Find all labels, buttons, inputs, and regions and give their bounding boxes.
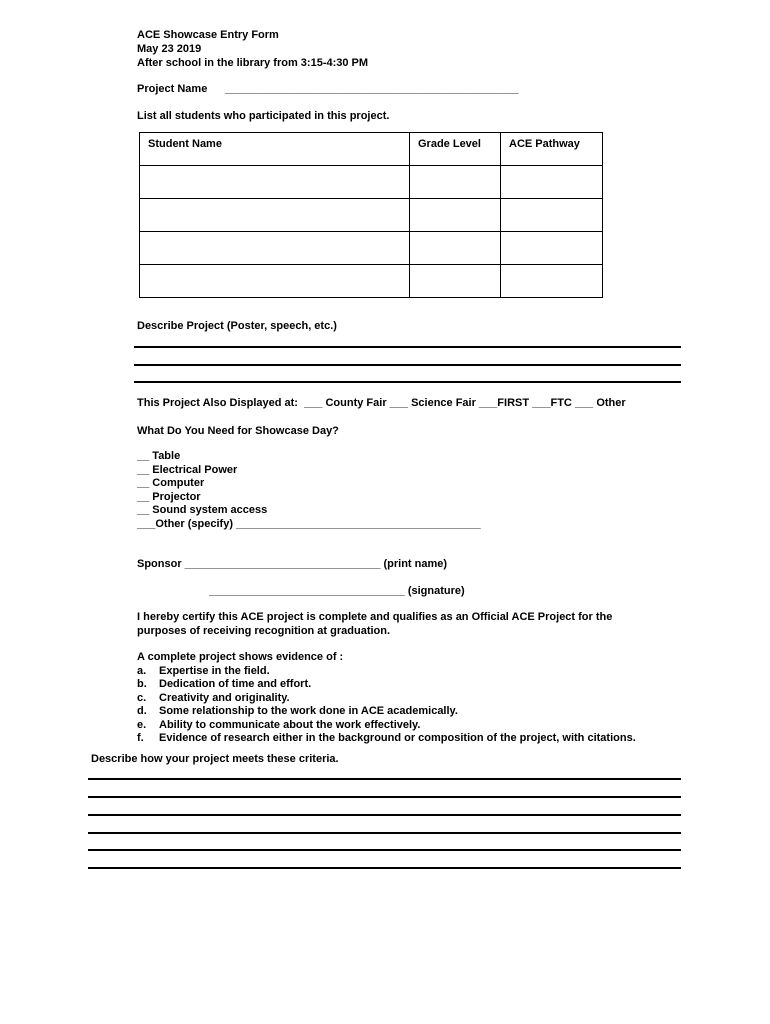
displayed-at-line[interactable]: This Project Also Displayed at: ___ County Fair ___ Science Fair ___FIRST ___FTC ___ Other bbox=[137, 397, 626, 409]
grade-level-cell[interactable] bbox=[410, 232, 501, 265]
criteria-item-text: Ability to communicate about the work effectively. bbox=[159, 719, 421, 731]
describe-criteria-line[interactable] bbox=[88, 849, 681, 851]
form-date: May 23 2019 bbox=[137, 43, 202, 55]
describe-project-line[interactable] bbox=[134, 346, 681, 348]
table-header-row bbox=[140, 133, 603, 166]
criteria-letter: e. bbox=[137, 719, 147, 731]
form-location: After school in the library from 3:15-4:30 PM bbox=[137, 57, 369, 69]
criteria-item-text: Some relationship to the work done in ACE academically. bbox=[159, 705, 458, 717]
criteria-letter: c. bbox=[137, 692, 147, 704]
describe-criteria-label: Describe how your project meets these criteria. bbox=[91, 753, 339, 765]
project-name-field[interactable]: ________________________________________________ bbox=[225, 83, 519, 95]
needs-question: What Do You Need for Showcase Day? bbox=[137, 425, 339, 437]
grade-level-cell[interactable] bbox=[410, 265, 501, 298]
student-name-cell[interactable] bbox=[140, 232, 410, 265]
describe-project-line[interactable] bbox=[134, 364, 681, 366]
form-title: ACE Showcase Entry Form bbox=[137, 29, 279, 41]
needs-item-sound-system[interactable]: __ Sound system access bbox=[137, 504, 268, 516]
project-name-label: Project Name bbox=[137, 83, 208, 95]
criteria-item-text: Dedication of time and effort. bbox=[159, 678, 312, 690]
sponsor-print-name[interactable]: Sponsor ________________________________ (print name) bbox=[137, 558, 448, 570]
criteria-item-text: Creativity and originality. bbox=[159, 692, 290, 704]
describe-criteria-line[interactable] bbox=[88, 778, 681, 780]
student-name-cell[interactable] bbox=[140, 265, 410, 298]
column-header-ace-pathway: ACE Pathway bbox=[501, 133, 603, 166]
needs-item-computer[interactable]: __ Computer bbox=[137, 477, 205, 489]
needs-item-table[interactable]: __ Table bbox=[137, 450, 181, 462]
certify-text-line-2: purposes of receiving recognition at graduation. bbox=[137, 625, 391, 637]
table-row bbox=[140, 265, 603, 298]
student-name-cell[interactable] bbox=[140, 199, 410, 232]
describe-criteria-line[interactable] bbox=[88, 867, 681, 869]
ace-pathway-cell[interactable] bbox=[501, 265, 603, 298]
column-header-student-name: Student Name bbox=[140, 133, 410, 166]
needs-item-projector[interactable]: __ Projector bbox=[137, 491, 201, 503]
table-row bbox=[140, 166, 603, 199]
student-name-cell[interactable] bbox=[140, 166, 410, 199]
grade-level-cell[interactable] bbox=[410, 166, 501, 199]
students-table bbox=[139, 132, 603, 298]
criteria-item-text: Evidence of research either in the background or composition of the project, with citations. bbox=[159, 732, 636, 744]
criteria-letter: f. bbox=[137, 732, 144, 744]
describe-criteria-line[interactable] bbox=[88, 832, 681, 834]
certify-text-line-1: I hereby certify this ACE project is complete and qualifies as an Official ACE Project for the bbox=[137, 611, 613, 623]
criteria-item-text: Expertise in the field. bbox=[159, 665, 270, 677]
criteria-letter: b. bbox=[137, 678, 147, 690]
describe-criteria-line[interactable] bbox=[88, 796, 681, 798]
table-row bbox=[140, 199, 603, 232]
criteria-letter: d. bbox=[137, 705, 147, 717]
ace-pathway-cell[interactable] bbox=[501, 232, 603, 265]
students-prompt: List all students who participated in this project. bbox=[137, 110, 390, 122]
needs-item-other[interactable]: ___Other (specify) ________________________________________ bbox=[137, 518, 481, 530]
criteria-intro: A complete project shows evidence of : bbox=[137, 651, 344, 663]
describe-criteria-line[interactable] bbox=[88, 814, 681, 816]
criteria-letter: a. bbox=[137, 665, 147, 677]
grade-level-cell[interactable] bbox=[410, 199, 501, 232]
table-row bbox=[140, 232, 603, 265]
needs-item-electrical-power[interactable]: __ Electrical Power bbox=[137, 464, 238, 476]
describe-project-label: Describe Project (Poster, speech, etc.) bbox=[137, 320, 337, 332]
sponsor-signature[interactable]: ________________________________ (signature) bbox=[209, 585, 465, 597]
ace-pathway-cell[interactable] bbox=[501, 199, 603, 232]
column-header-grade-level: Grade Level bbox=[410, 133, 501, 166]
describe-project-line[interactable] bbox=[134, 381, 681, 383]
ace-pathway-cell[interactable] bbox=[501, 166, 603, 199]
